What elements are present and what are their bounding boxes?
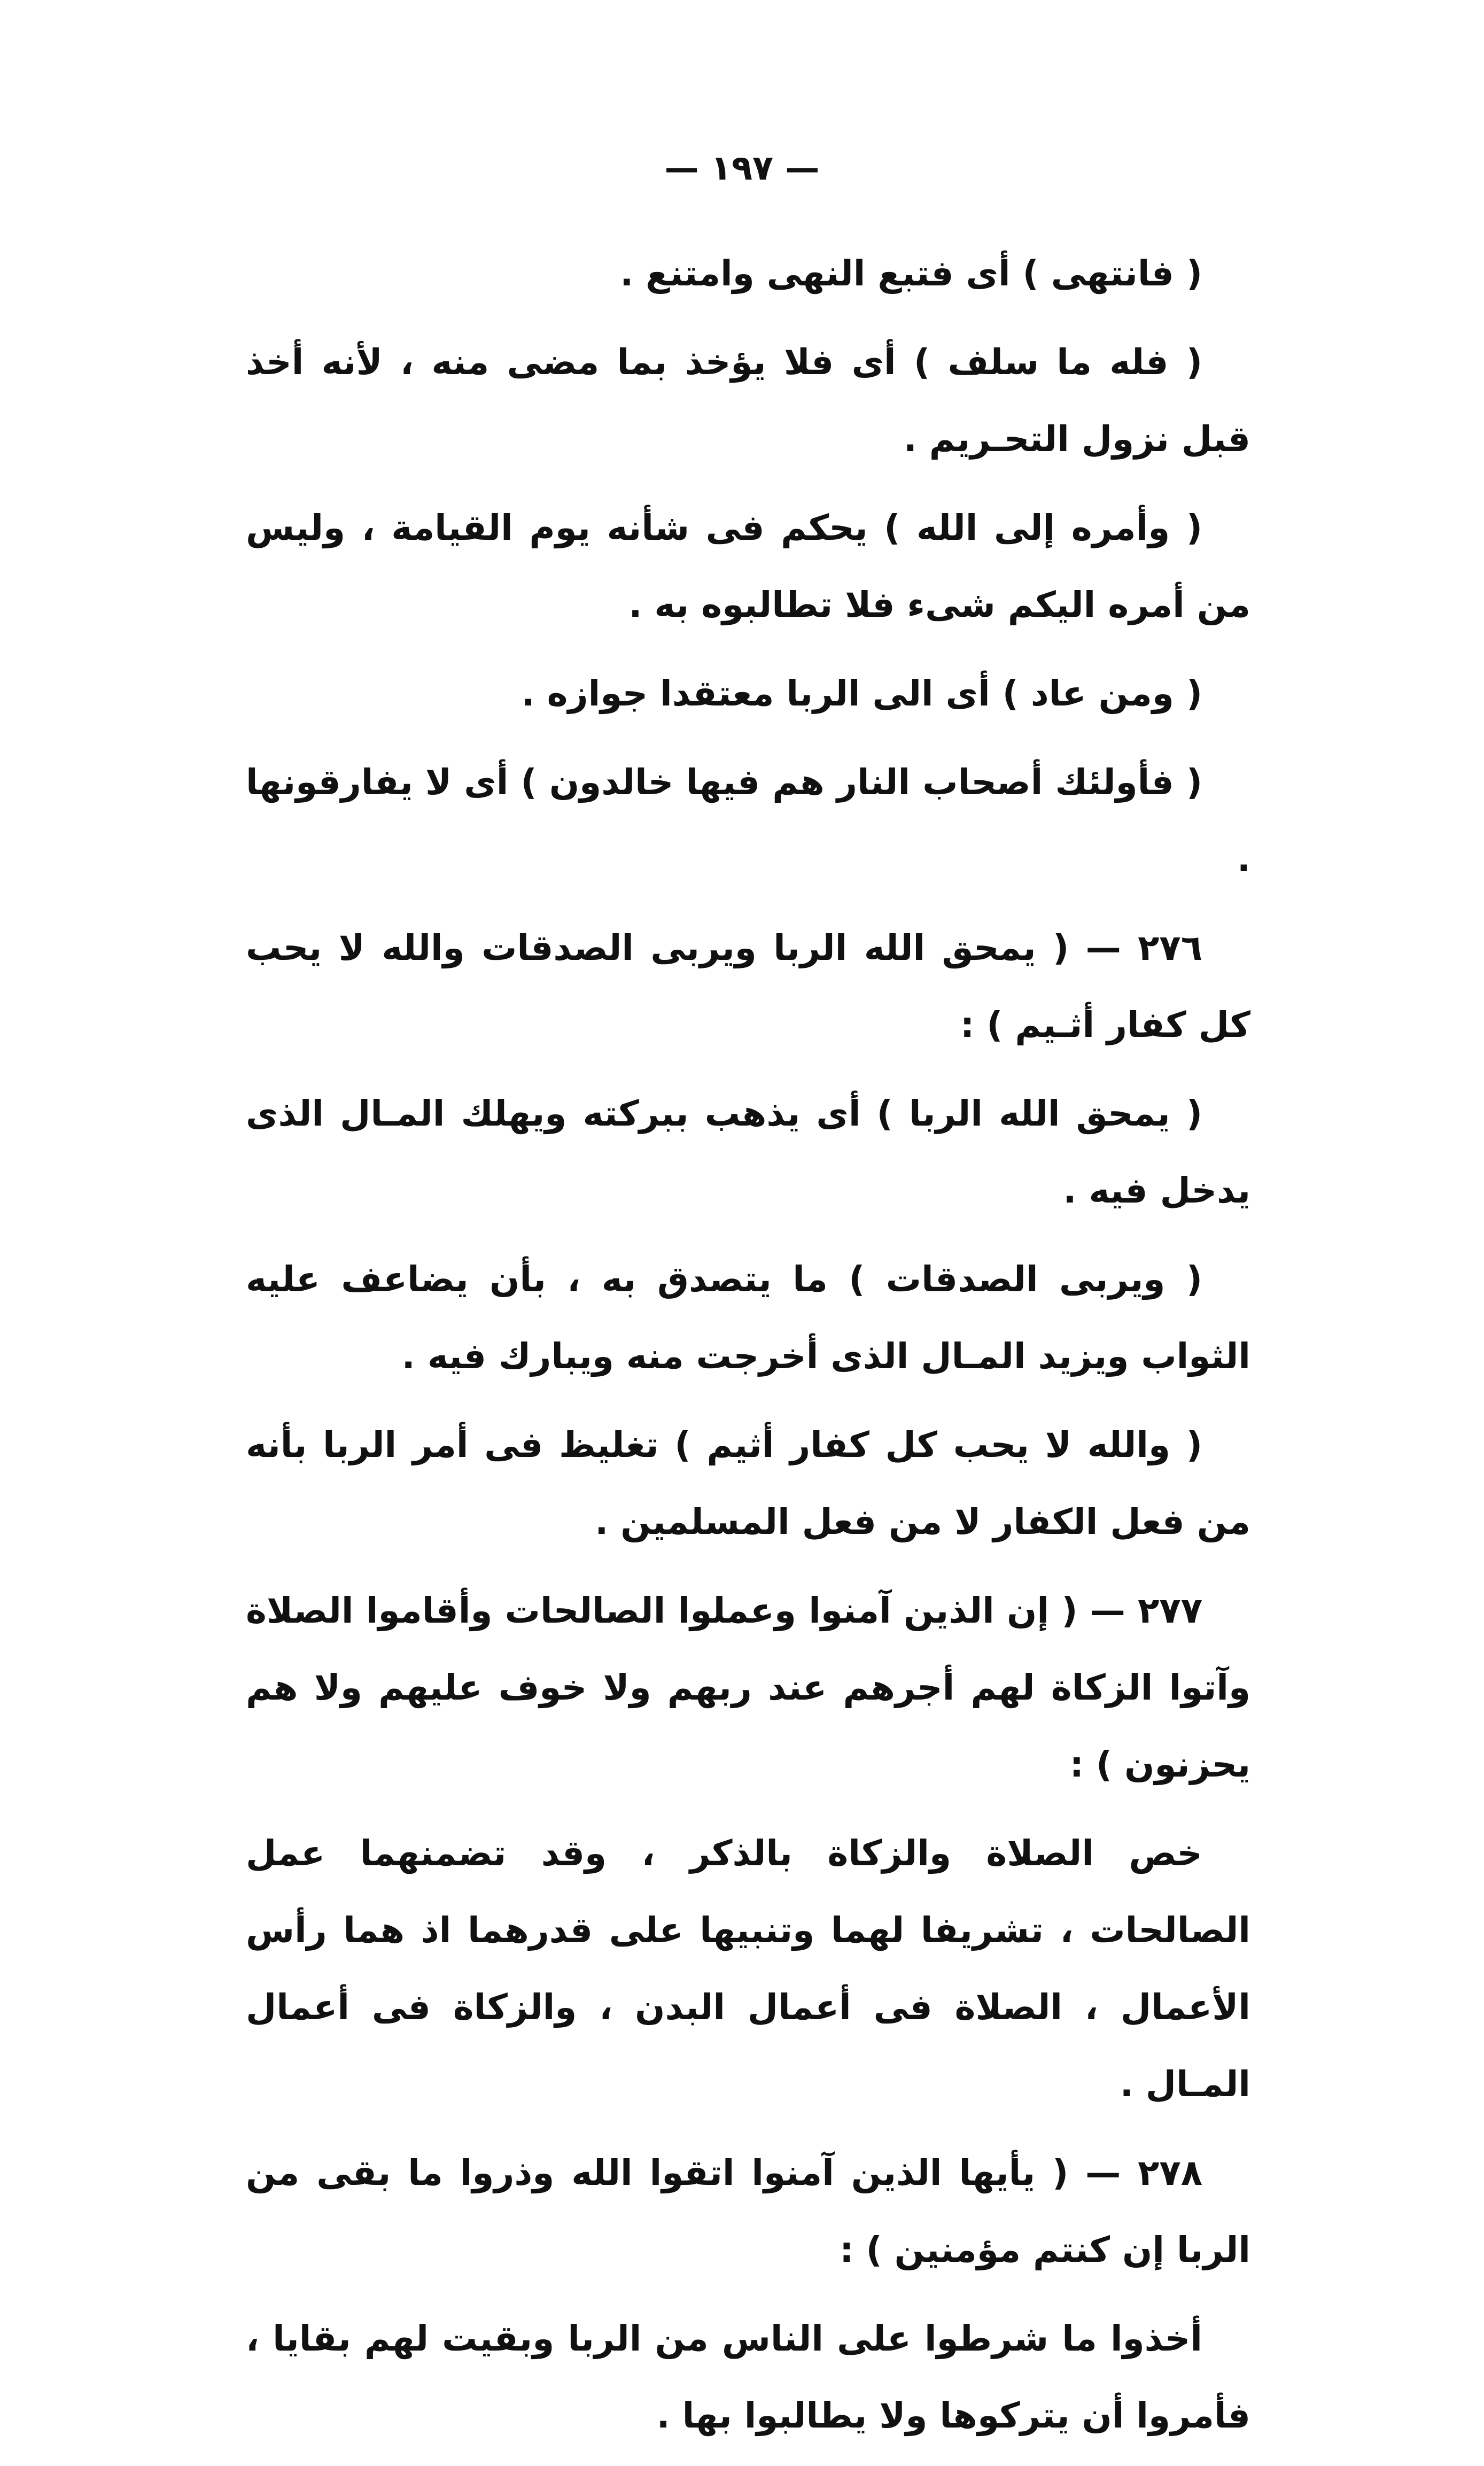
body-text: [246, 235, 1250, 2466]
paragraph: ( ومن عاد ) أى الى الربا معتقدا جوازه .: [521, 673, 1202, 714]
paragraph: ( يمحق الله الربا ) أى يذهب ببركته ويهلك المـال الذى يدخل فيه .: [246, 1093, 1250, 1211]
paragraph: ( وأمره إلى الله ) يحكم فى شأنه يوم القيامة ، وليس من أمره اليكم شىء فلا تطالبوه به .: [246, 507, 1250, 625]
verse-heading: ٢٧٧ — ( إن الذين آمنوا وعملوا الصالحات وأقاموا الصلاة وآتوا الزكاة لهم أجرهم عند ربهم ولا خوف عليهم ولا هم يحزنون ) :: [246, 1590, 1250, 1785]
paragraph: ( ويربى الصدقات ) ما يتصدق به ، بأن يضاعف عليه الثواب ويزيد المـال الذى أخرجت منه ويبارك فيه .: [246, 1259, 1250, 1377]
paragraph: خص الصلاة والزكاة بالذكر ، وقد تضمنهما عمل الصالحات ، تشريفا لهما وتنبيها على قدرهما اذ هما رأس الأعمال ، الصلاة فى أعمال البدن ، والزكاة فى أعمال المـال .: [246, 1833, 1250, 2105]
paragraph: ( فانتهى ) أى فتبع النهى وامتنع .: [620, 253, 1202, 294]
verse-heading: ٢٧٨ — ( يأيها الذين آمنوا اتقوا الله وذروا ما بقى من الربا إن كنتم مؤمنين ) :: [246, 2152, 1250, 2270]
paragraph: ( فله ما سلف ) أى فلا يؤخذ بما مضى منه ، لأنه أخذ قبل نزول التحـريم .: [246, 342, 1250, 460]
verse-heading: ٢٧٦ — ( يمحق الله الربا ويربى الصدقات والله لا يحب كل كفار أثـيم ) :: [246, 927, 1250, 1045]
page-number: — ١٩٧ —: [664, 149, 820, 188]
paragraph: أخذوا ما شرطوا على الناس من الربا وبقيت لهم بقايا ، فأمروا أن يتركوها ولا يطالبوا بها .: [246, 2318, 1250, 2436]
paragraph: ( فأولئك أصحاب النار هم فيها خالدون ) أى لا يفارقونها .: [246, 762, 1250, 880]
paragraph: ( والله لا يحب كل كفار أثيم ) تغليظ فى أمر الربا بأنه من فعل الكفار لا من فعل المسلمين .: [246, 1424, 1250, 1542]
